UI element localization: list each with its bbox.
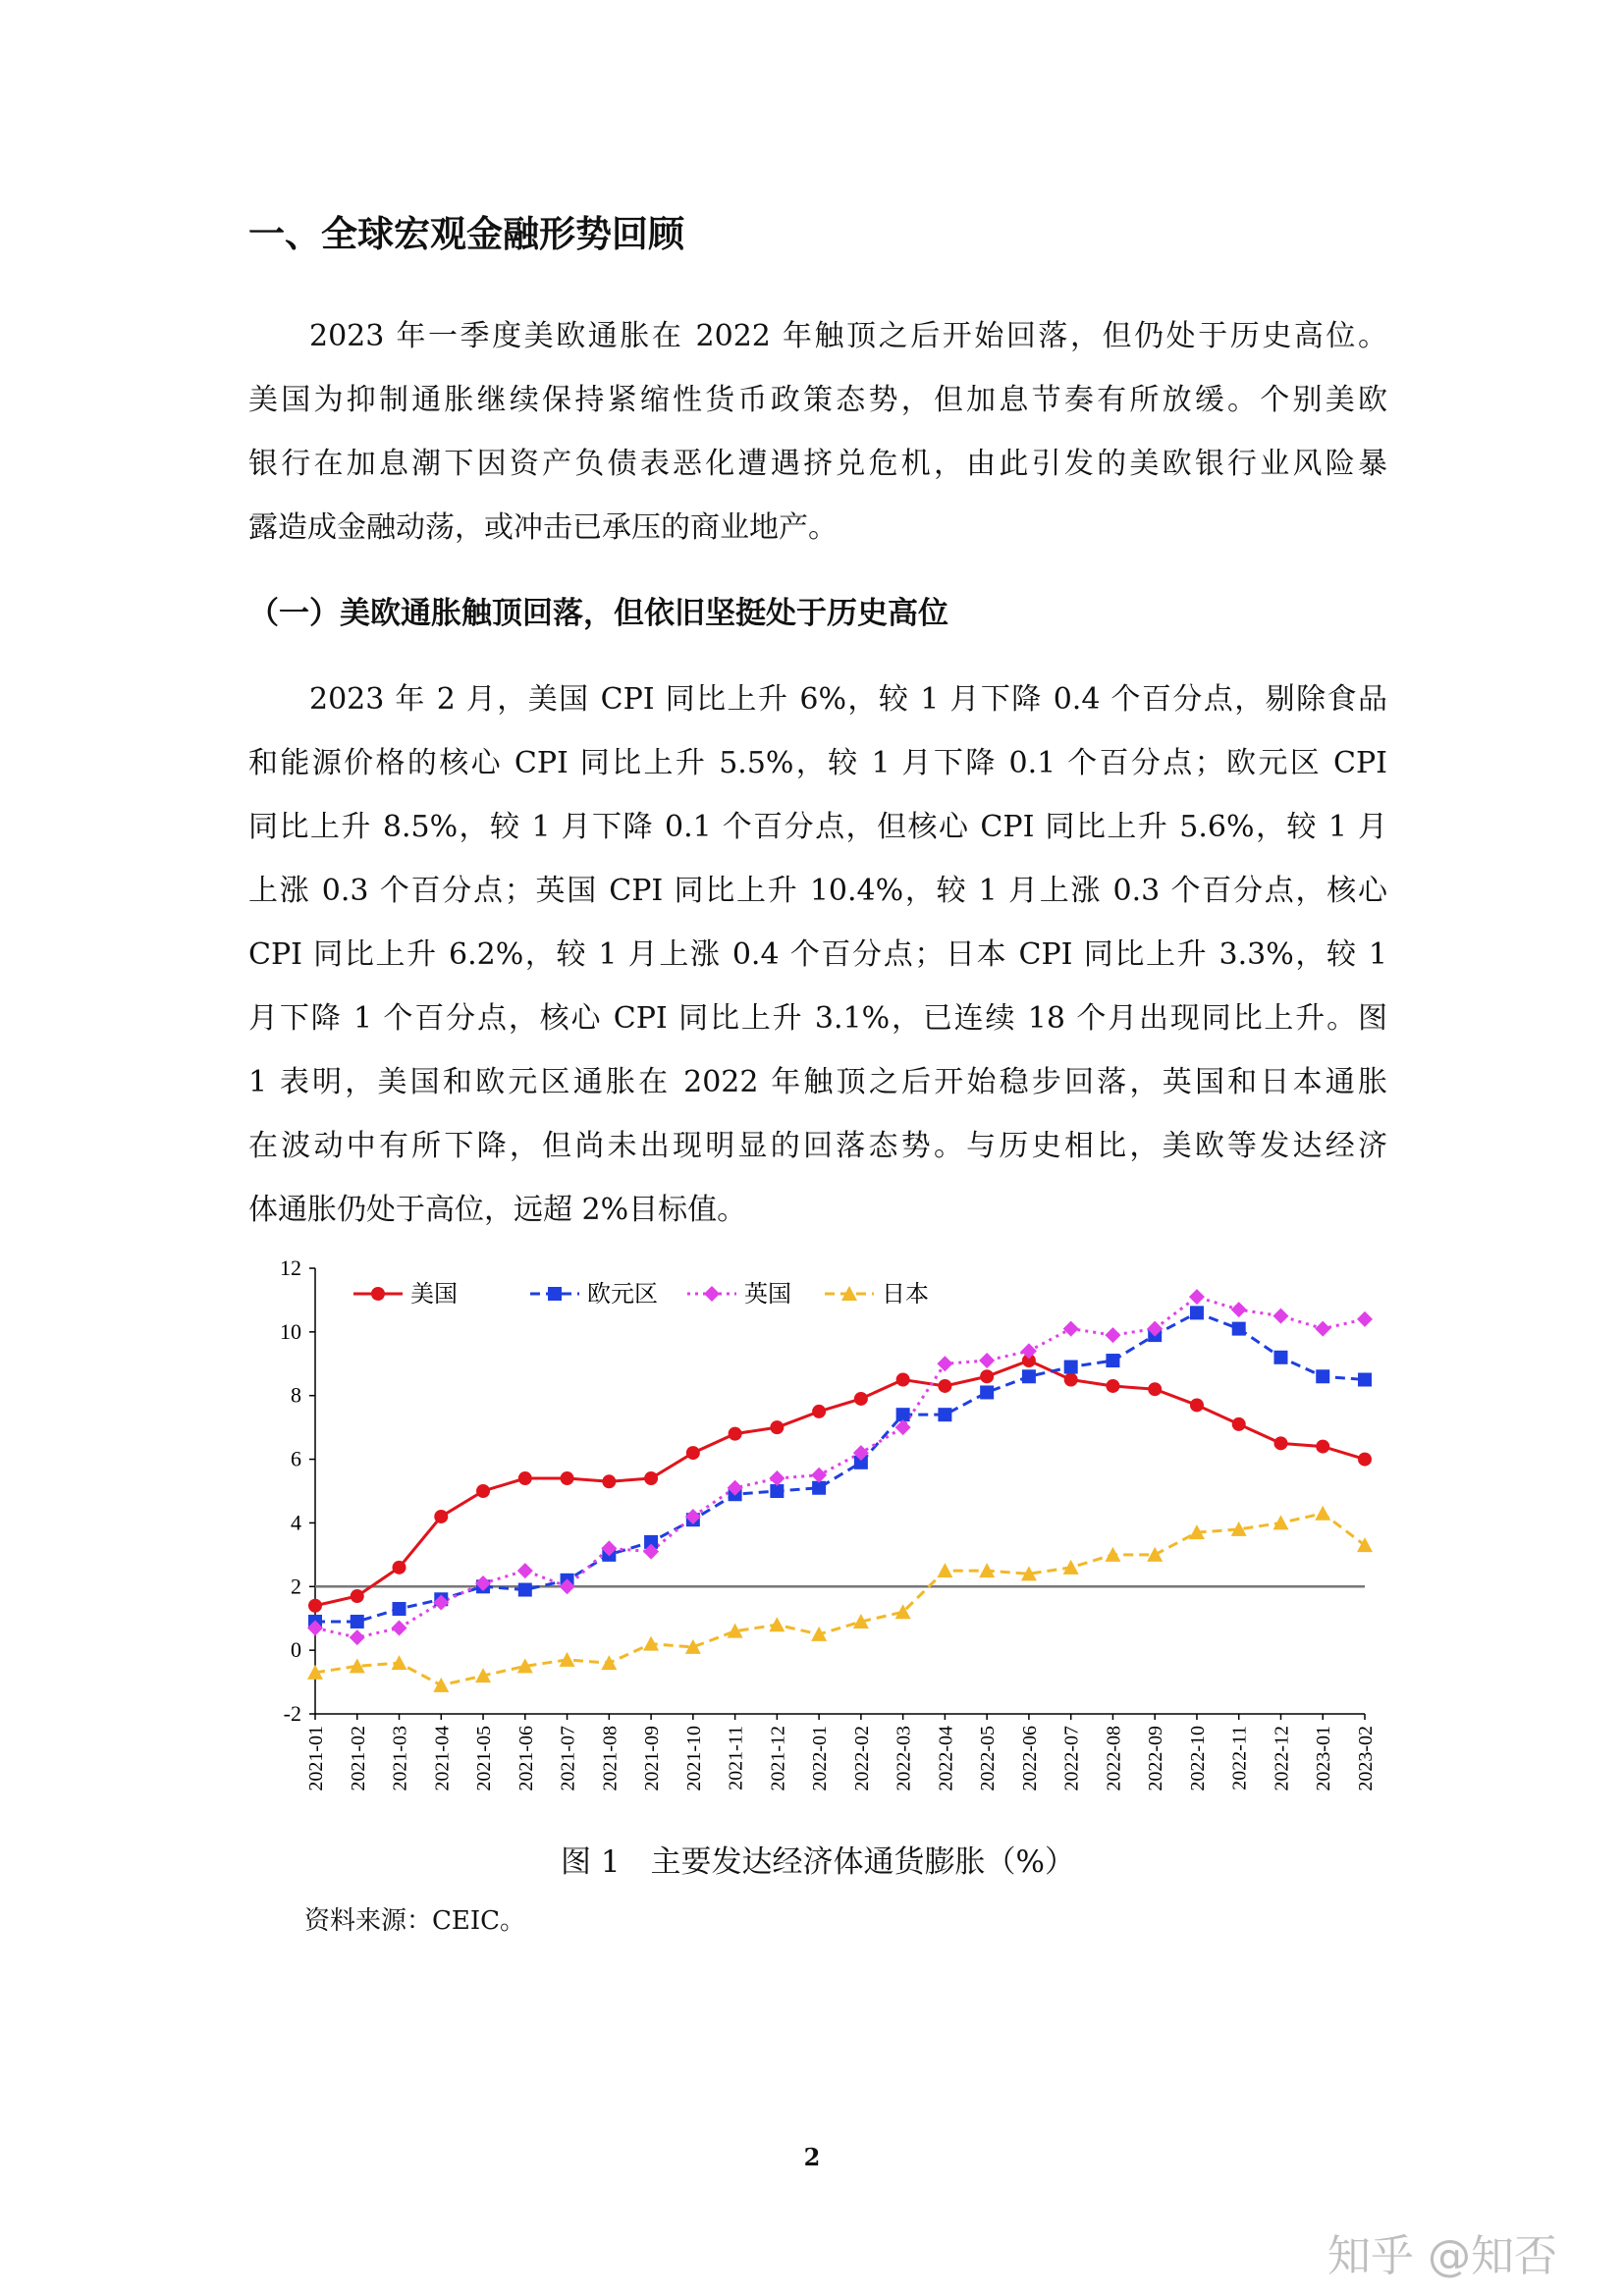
x-tick-label: 2022-01 [809, 1726, 832, 1791]
inflation-line-chart [245, 1237, 1394, 1826]
x-tick-label: 2021-02 [347, 1726, 369, 1791]
paragraph-line: 同比上升 8.5%，较 1 月下降 0.1 个百分点，但核心 CPI 同比上升 5.6%，较 1 月 [248, 810, 1387, 844]
y-tick-label: 0 [291, 1637, 301, 1663]
series-0-point [938, 1379, 951, 1393]
x-tick-label: 2021-07 [557, 1726, 579, 1791]
series-3-point [433, 1678, 449, 1692]
x-tick-label: 2022-10 [1186, 1726, 1209, 1791]
paragraph-line: 露造成金融动荡，或冲击已承压的商业地产。 [248, 510, 838, 545]
series-1-point [1190, 1306, 1204, 1319]
series-2-point [979, 1353, 995, 1368]
legend-label: 欧元区 [587, 1280, 658, 1308]
series-0-point [1190, 1398, 1204, 1412]
y-tick-label: 6 [291, 1446, 301, 1471]
x-tick-label: 2021-03 [389, 1726, 411, 1791]
series-0-point [980, 1369, 994, 1383]
series-1-point [980, 1385, 994, 1399]
x-tick-label: 2021-01 [305, 1726, 327, 1791]
paragraph-line: 和能源价格的核心 CPI 同比上升 5.5%，较 1 月下降 0.1 个百分点；欧元区 CPI [248, 746, 1387, 780]
series-2-point [1231, 1302, 1247, 1317]
series-0-point [770, 1420, 784, 1434]
series-1-point [938, 1408, 951, 1421]
intro-paragraph [248, 304, 1387, 560]
series-2-point [1315, 1321, 1330, 1337]
series-0-point [1064, 1373, 1078, 1387]
x-tick-label: 2022-02 [850, 1726, 873, 1791]
legend-label: 日本 [882, 1280, 929, 1308]
series-0-point [896, 1373, 910, 1387]
series-3-point [601, 1655, 617, 1670]
series-0-point [686, 1446, 700, 1460]
series-1-point [1273, 1351, 1287, 1364]
watermark: 知乎 @知否 [1327, 2231, 1557, 2281]
x-tick-label: 2022-12 [1271, 1726, 1293, 1791]
series-0-point [1148, 1382, 1162, 1396]
x-tick-label: 2022-03 [893, 1726, 915, 1791]
series-0-point [1316, 1440, 1329, 1454]
x-tick-label: 2022-04 [935, 1726, 957, 1791]
legend-swatch-marker [371, 1287, 385, 1301]
y-tick-label: 2 [291, 1574, 301, 1599]
series-0-point [434, 1510, 448, 1523]
series-2-point [517, 1563, 533, 1578]
series-0-point [393, 1561, 406, 1575]
series-0-point [1106, 1379, 1119, 1393]
series-2-point [350, 1629, 365, 1645]
series-2-point [1189, 1289, 1205, 1305]
paragraph-line: 体通胀仍处于高位，远超 2%目标值。 [248, 1193, 747, 1227]
series-1-point [393, 1602, 406, 1616]
series-3-point [937, 1563, 952, 1577]
series-0-point [308, 1599, 322, 1613]
paragraph-line: 1 表明，美国和欧元区通胀在 2022 年触顶之后开始稳步回落，英国和日本通胀 [248, 1065, 1387, 1099]
figure-caption: 图 1 主要发达经济体通货膨胀（%） [560, 1844, 1076, 1880]
series-1-point [1232, 1322, 1246, 1336]
x-tick-label: 2022-09 [1145, 1726, 1167, 1791]
y-tick-label: 4 [291, 1510, 301, 1535]
series-2-point [811, 1468, 827, 1483]
series-0-point [561, 1471, 574, 1485]
x-tick-label: 2023-01 [1313, 1726, 1335, 1791]
subsection-heading: （一）美欧通胀触顶回落，但依旧坚挺处于历史高位 [248, 596, 948, 631]
series-2-point [1272, 1308, 1288, 1324]
x-tick-label: 2022-08 [1103, 1726, 1125, 1791]
x-tick-label: 2023-02 [1355, 1726, 1377, 1791]
series-2-point [1105, 1327, 1120, 1343]
chart-canvas [245, 1237, 1394, 1826]
x-tick-label: 2022-06 [1018, 1726, 1041, 1791]
series-2-point [769, 1470, 785, 1486]
legend-swatch-marker [548, 1287, 562, 1301]
series-1-point [1064, 1361, 1078, 1374]
section-heading: 一、全球宏观金融形势回顾 [248, 213, 684, 255]
series-0-point [644, 1471, 658, 1485]
paragraph-line: 在波动中有所下降，但尚未出现明显的回落态势。与历史相比，美欧等发达经济 [248, 1129, 1387, 1163]
series-0-point [602, 1474, 616, 1488]
series-0-point [1358, 1453, 1372, 1467]
y-tick-label: 10 [280, 1318, 301, 1344]
page-number: 2 [803, 2143, 821, 2171]
series-1-point [770, 1484, 784, 1498]
x-tick-label: 2022-11 [1228, 1726, 1251, 1790]
series-0-point [518, 1471, 532, 1485]
series-1-point [812, 1481, 826, 1495]
legend-swatch-marker [704, 1286, 720, 1302]
body-paragraph [248, 667, 1387, 1242]
y-tick-label: -2 [283, 1701, 301, 1726]
series-line-0 [315, 1361, 1365, 1606]
series-0-point [351, 1589, 364, 1603]
paragraph-line: CPI 同比上升 6.2%，较 1 月上涨 0.4 个百分点；日本 CPI 同比上升 3.3%，较 1 [248, 937, 1387, 972]
series-1-point [1316, 1369, 1329, 1383]
series-3-point [1105, 1547, 1120, 1562]
series-2-point [1357, 1311, 1373, 1327]
x-tick-label: 2021-12 [767, 1726, 789, 1791]
series-1-point [1022, 1369, 1036, 1383]
x-tick-label: 2022-05 [977, 1726, 1000, 1791]
series-3-point [1315, 1506, 1330, 1521]
x-tick-label: 2022-07 [1060, 1726, 1083, 1791]
x-tick-label: 2021-11 [725, 1726, 747, 1790]
series-line-1 [315, 1312, 1365, 1622]
series-0-point [1273, 1436, 1287, 1450]
legend-label: 英国 [744, 1280, 791, 1308]
legend-label: 美国 [410, 1280, 458, 1308]
figure-source: 资料来源：CEIC。 [304, 1906, 526, 1936]
series-0-point [476, 1484, 490, 1498]
series-2-point [1063, 1321, 1079, 1337]
series-1-point [1358, 1373, 1372, 1387]
x-tick-label: 2021-09 [641, 1726, 664, 1791]
series-2-point [392, 1620, 407, 1635]
y-tick-label: 12 [280, 1255, 301, 1280]
paragraph-line: 美国为抑制通胀继续保持紧缩性货币政策态势，但加息节奏有所放缓。个别美欧 [248, 383, 1387, 417]
paragraph-line: 2023 年 2 月，美国 CPI 同比上升 6%，较 1 月下降 0.4 个百分点，剔除食品 [309, 682, 1387, 717]
series-line-3 [315, 1514, 1365, 1685]
x-tick-label: 2021-10 [682, 1726, 705, 1791]
series-0-point [854, 1392, 868, 1406]
series-0-point [729, 1427, 742, 1441]
series-1-point [896, 1408, 910, 1421]
paragraph-line: 上涨 0.3 个百分点；英国 CPI 同比上升 10.4%，较 1 月上涨 0.3 个百分点，核心 [248, 874, 1387, 908]
x-tick-label: 2021-06 [514, 1726, 537, 1791]
series-2-point [937, 1356, 952, 1371]
paragraph-line: 月下降 1 个百分点，核心 CPI 同比上升 3.1%，已连续 18 个月出现同比上升。图 [248, 1001, 1387, 1036]
x-tick-label: 2021-05 [473, 1726, 496, 1791]
series-0-point [1232, 1417, 1246, 1431]
series-0-point [812, 1405, 826, 1418]
series-1-point [1106, 1354, 1119, 1367]
x-tick-label: 2021-04 [431, 1726, 454, 1791]
paragraph-line: 银行在加息潮下因资产负债表恶化遭遇挤兑危机，由此引发的美欧银行业风险暴 [248, 447, 1387, 481]
series-3-point [1147, 1547, 1163, 1562]
series-1-point [518, 1583, 532, 1597]
y-tick-label: 8 [291, 1382, 301, 1408]
x-tick-label: 2021-08 [599, 1726, 622, 1791]
series-1-point [351, 1615, 364, 1629]
paragraph-line: 2023 年一季度美欧通胀在 2022 年触顶之后开始回落，但仍处于历史高位。 [309, 319, 1387, 353]
